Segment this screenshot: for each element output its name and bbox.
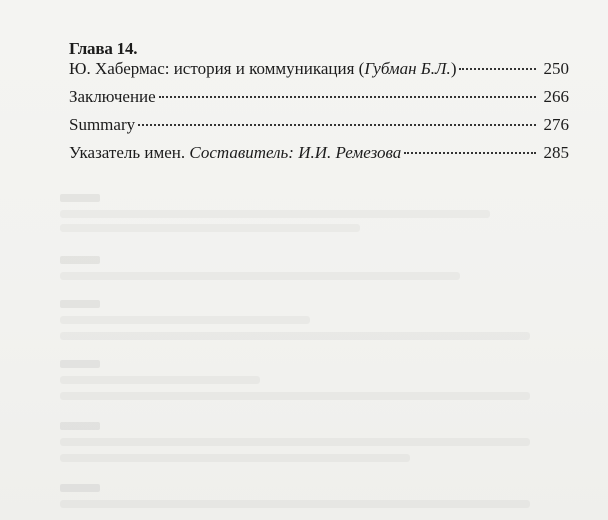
- toc-entry-conclusion[interactable]: [69, 87, 569, 107]
- toc-entry-habermas[interactable]: [69, 59, 569, 79]
- toc-page-number: 276: [543, 115, 569, 134]
- toc-entry-title: Заключение: [69, 87, 156, 106]
- toc-entry-author: Составитель: И.И. Ремезова: [189, 143, 402, 162]
- toc-entry-summary[interactable]: [69, 115, 569, 135]
- dot-leader: [404, 152, 536, 154]
- show-through-text: [60, 160, 608, 520]
- toc-page-number: 285: [543, 143, 569, 162]
- toc-entry-title: Summary: [69, 115, 136, 134]
- dot-leader: [159, 96, 536, 98]
- toc-entry-author: Губман Б.Л.: [364, 59, 451, 78]
- dot-leader: [459, 68, 536, 70]
- toc-page-number: 250: [543, 59, 569, 78]
- toc-entry-title: Указатель имен. Составитель: И.И. Ремезова: [69, 143, 402, 162]
- dot-leader: [138, 124, 536, 126]
- toc-entry-name-index[interactable]: [69, 143, 569, 163]
- toc-page-number: 266: [543, 87, 569, 106]
- toc-entry-title: Ю. Хабермас: история и коммуникация (Губман Б.Л.): [69, 59, 457, 78]
- chapter-14-heading: Глава 14.: [69, 39, 138, 58]
- table-of-contents: [69, 39, 569, 163]
